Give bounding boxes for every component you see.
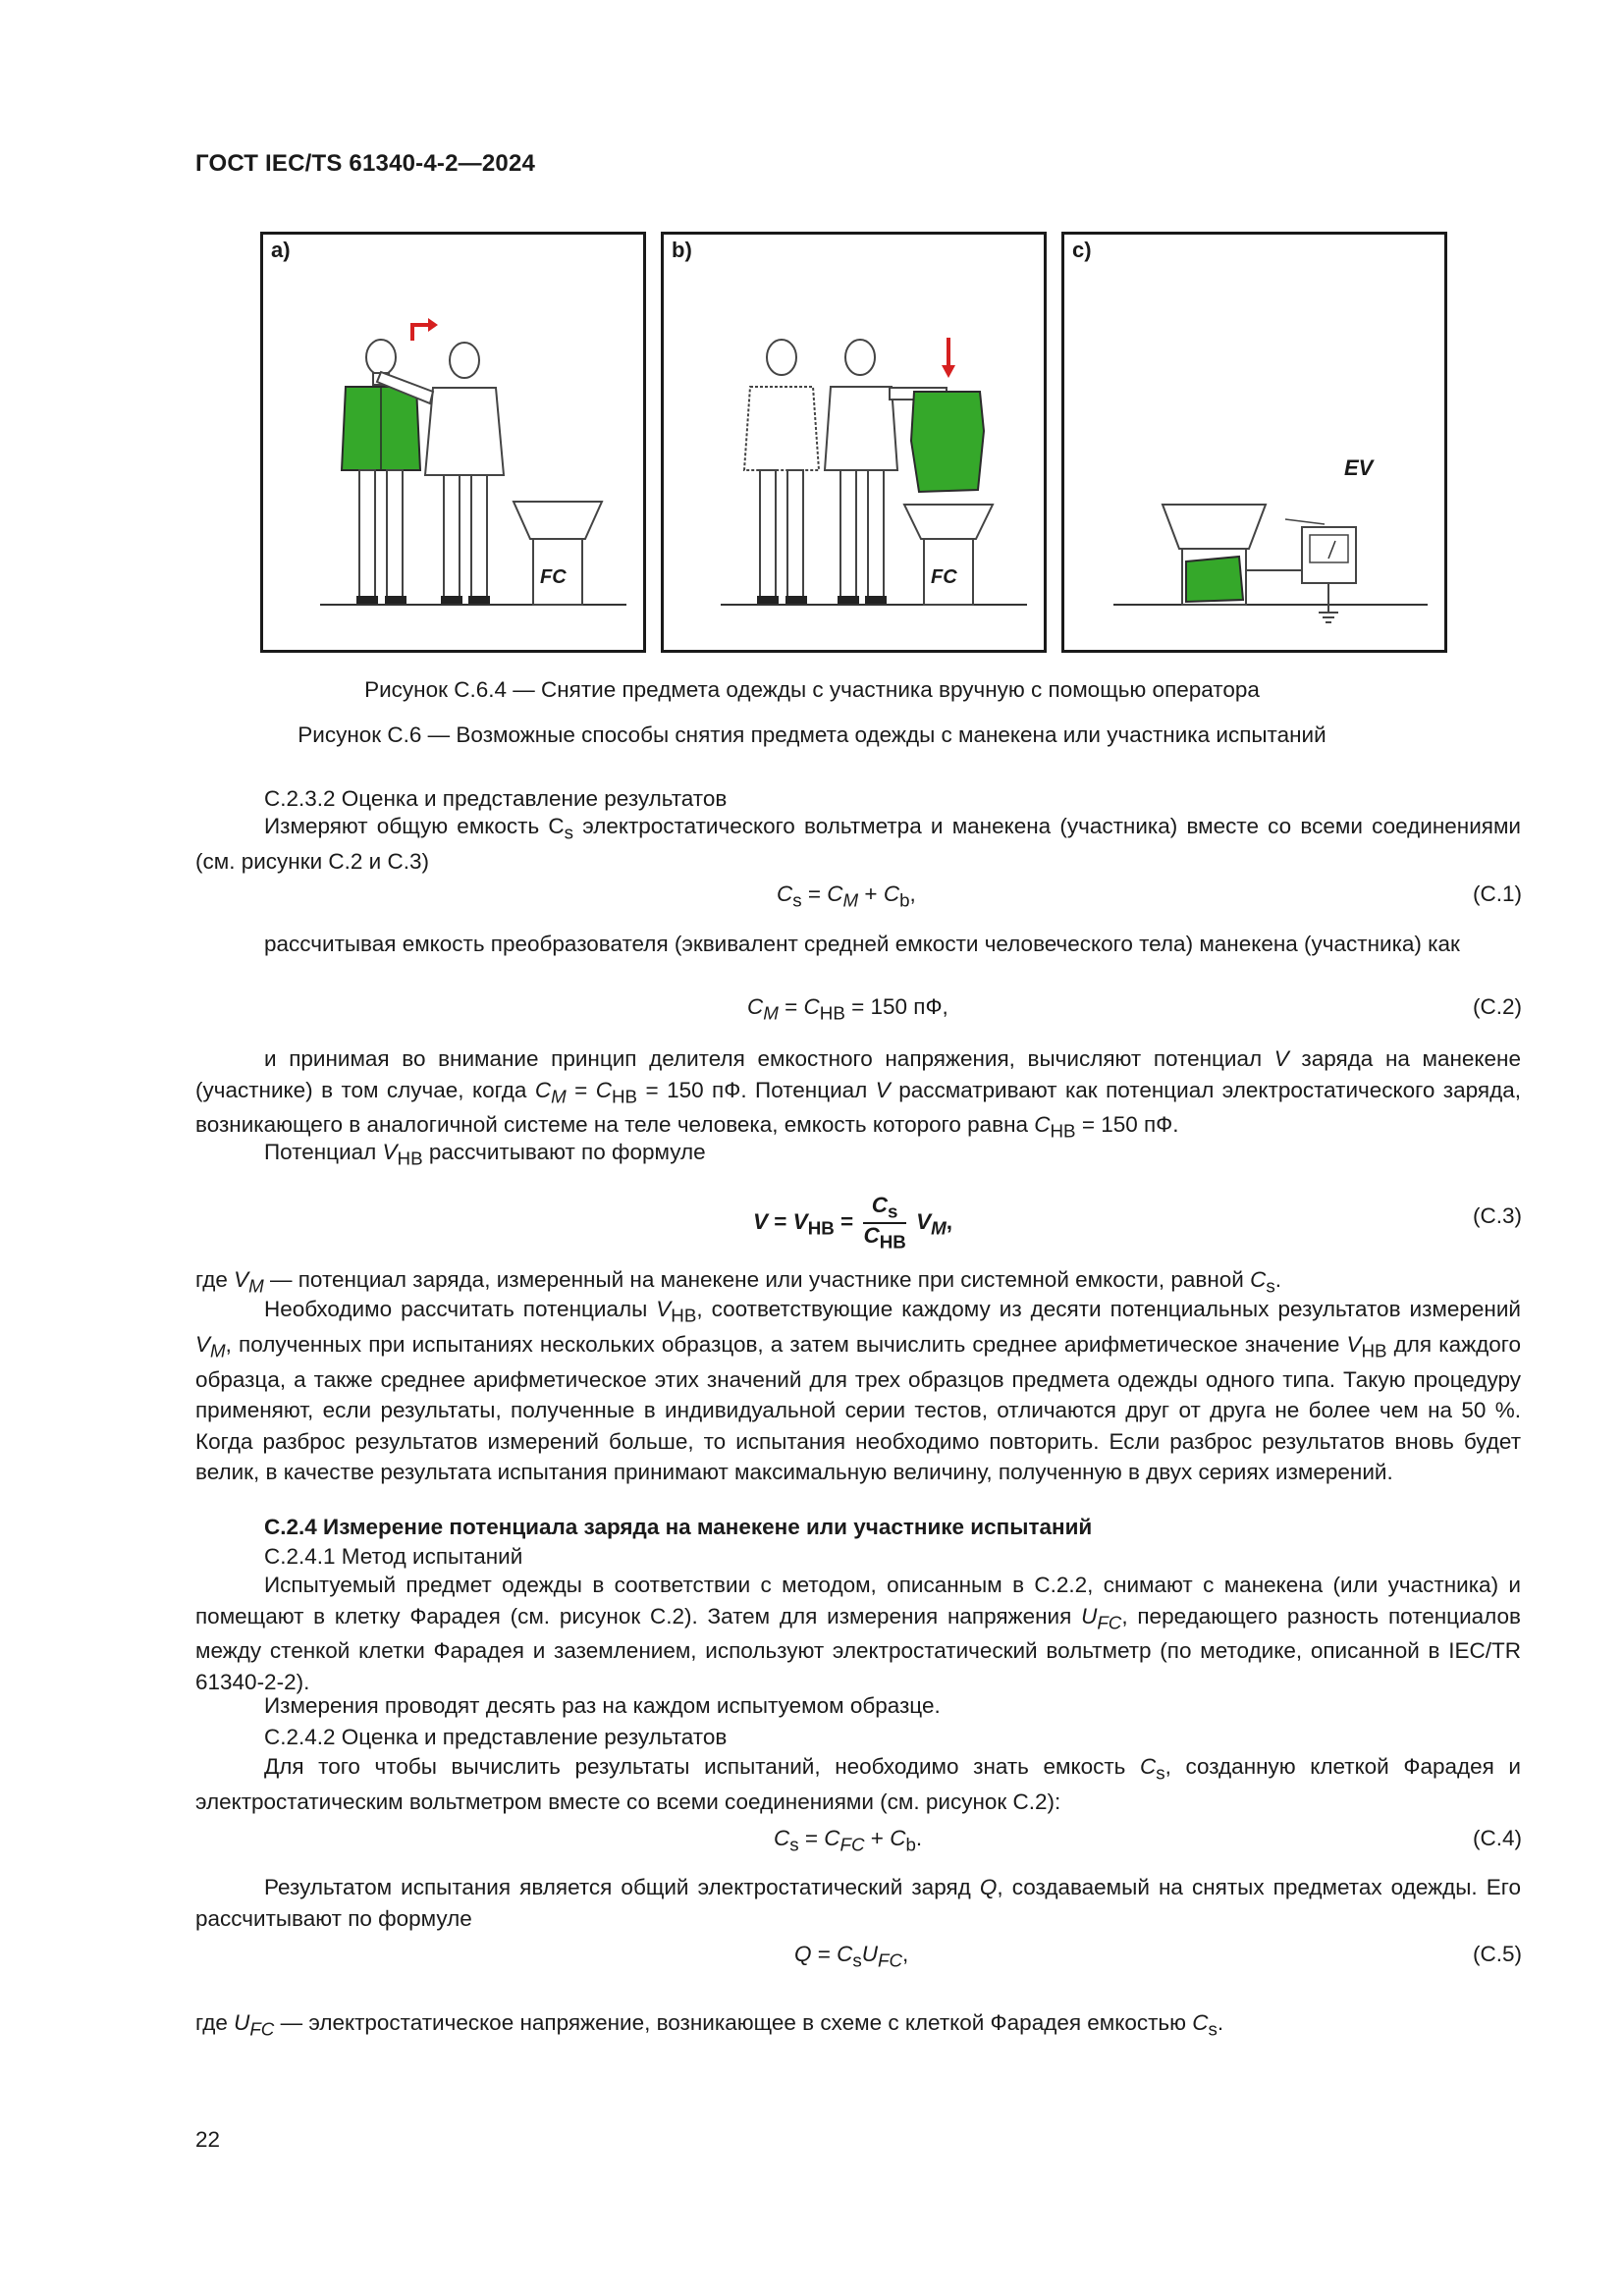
paragraph: Измеряют общую емкость $C_s$ электростатического вольтметра и манекена (участника) вместе со всеми соединениями (см. рисунки С.2 и С.3)	[195, 814, 1521, 874]
paragraph: Испытуемый предмет одежды в соответствии с методом, описанным в С.2.2, снимают с манекена (или участника) и помещают в клетку Фарадея (см. рисунок С.2). Затем для измерения напряжения $U_{FC}$, передающего разность потенциалов между стенкой клетки Фарадея и заземлением, используют электростатический вольтметр (по методике, описанной в IEC/TR 61340-2-2).	[195, 1573, 1521, 1694]
lift-arrow-icon	[412, 325, 428, 341]
page-number: 22	[195, 2127, 221, 2152]
equation-number: (С.2)	[1473, 994, 1522, 1019]
document-header: ГОСТ IEC/TS 61340-4-2—2024	[195, 150, 536, 177]
section-c-2-4-1-heading: С.2.4.1 Метод испытаний	[264, 1544, 523, 1569]
paragraph: рассчитывая емкость преобразователя (эквивалент средней емкости человеческого тела) манекена (участника) как	[264, 932, 1460, 956]
illustration-a	[263, 235, 643, 650]
figure-panel-a	[260, 232, 646, 653]
equation-number: (С.5)	[1473, 1942, 1522, 1966]
paragraph: где $U_{FC}$ — электростатическое напряжение, возникающее в схеме с клеткой Фарадея емкостью $C_s$.	[195, 2010, 1224, 2040]
formula: $C_s = C_M + C_b$,	[777, 881, 916, 911]
formula: $C_s = C_{FC} + C_b$.	[774, 1826, 923, 1855]
fraction-numerator: $C_s$	[863, 1194, 905, 1224]
illustration-c	[1064, 235, 1444, 650]
panel-label-a: a)	[271, 238, 291, 262]
held-garment	[911, 392, 984, 492]
participant-figure	[744, 340, 819, 604]
equation-number: (С.4)	[1473, 1826, 1522, 1850]
formula: $C_M = C_{НВ} = 150$ пФ,	[747, 994, 948, 1024]
equation-number: (С.1)	[1473, 881, 1522, 906]
ev-meter-label: EV	[1344, 455, 1374, 480]
figure-panel-b	[661, 232, 1047, 653]
paragraph: Измерения проводят десять раз на каждом испытуемом образце.	[264, 1693, 941, 1718]
fraction-denominator: $C_{НВ}$	[863, 1223, 906, 1253]
figure-subcaption: Рисунок С.6.4 — Снятие предмета одежды с участника вручную с помощью оператора	[364, 677, 1260, 702]
paragraph: Необходимо рассчитать потенциалы $V_{НВ}$, соответствующие каждому из десяти потенциальных результатов измерений $V_M$, полученных при испытаниях нескольких образцов, а затем вычислить среднее арифметическое значение $V_{НВ}$ для каждого образца, а также среднее арифметическое этих значений для трех образцов предмета одежды одного типа. Такую процедуру применяют, если результаты, полученные в индивидуальной серии тестов, отличаются друг от друга не более чем на 50 %. Когда разброс результатов измерений больше, то испытания необходимо повторить. Если разброс результатов вновь будет велик, в качестве результата испытания принимают максимальную величину, полученную в двух сериях измерений.	[195, 1297, 1521, 1484]
paragraph: Результатом испытания является общий электростатический заряд Q, создаваемый на снятых предметах одежды. Его рассчитывают по формуле	[195, 1875, 1522, 1931]
section-c-2-3-2-heading: С.2.3.2 Оценка и представление результатов	[264, 786, 728, 811]
equation-number: (С.3)	[1473, 1203, 1522, 1228]
illustration-b	[664, 235, 1044, 650]
paragraph: где $V_M$ — потенциал заряда, измеренный на манекене или участнике при системной емкости, равной $C_s$.	[195, 1267, 1281, 1297]
paragraph: Для того чтобы вычислить результаты испытаний, необходимо знать емкость $C_s$, созданную клеткой Фарадея и электростатическим вольтметром вместе со всеми соединениями (см. рисунок С.2):	[195, 1754, 1521, 1814]
paragraph: и принимая во внимание принцип делителя емкостного напряжения, вычисляют потенциал V заряда на манекене (участнике) в том случае, когда $C_M = C_{НВ} = 150$ пФ. Потенциал V рассматривают как потенциал электростатического заряда, возникающего в аналогичной системе на теле человека, емкость которого равна $C_{НВ} = 150$ пФ.	[195, 1046, 1521, 1142]
paragraph: Потенциал $V_{НВ}$ рассчитывают по формуле	[264, 1140, 706, 1169]
formula-lhs: $V = V_{НВ}$ =	[753, 1209, 854, 1239]
formula-fraction	[863, 1194, 905, 1253]
formula: $Q = C_sU_{FC}$,	[794, 1942, 909, 1971]
faraday-cup	[1163, 505, 1266, 605]
faraday-cup	[904, 505, 993, 605]
panel-label-c: c)	[1072, 238, 1092, 262]
formula-rhs: $V_M$,	[916, 1209, 952, 1239]
fc-box-label: FC	[540, 566, 567, 588]
panel-label-b: b)	[672, 238, 692, 262]
formula	[753, 1194, 952, 1253]
equation-c3	[195, 1190, 1522, 1253]
section-c-2-4-heading: С.2.4 Измерение потенциала заряда на манекене или участнике испытаний	[264, 1515, 1093, 1539]
figure-caption: Рисунок С.6 — Возможные способы снятия предмета одежды с манекена или участника испытаний	[298, 722, 1326, 747]
figure-panel-c	[1061, 232, 1447, 653]
faraday-cup	[514, 502, 602, 605]
fc-box-label: FC	[931, 566, 957, 588]
section-c-2-4-2-heading: С.2.4.2 Оценка и представление результатов	[264, 1725, 728, 1749]
